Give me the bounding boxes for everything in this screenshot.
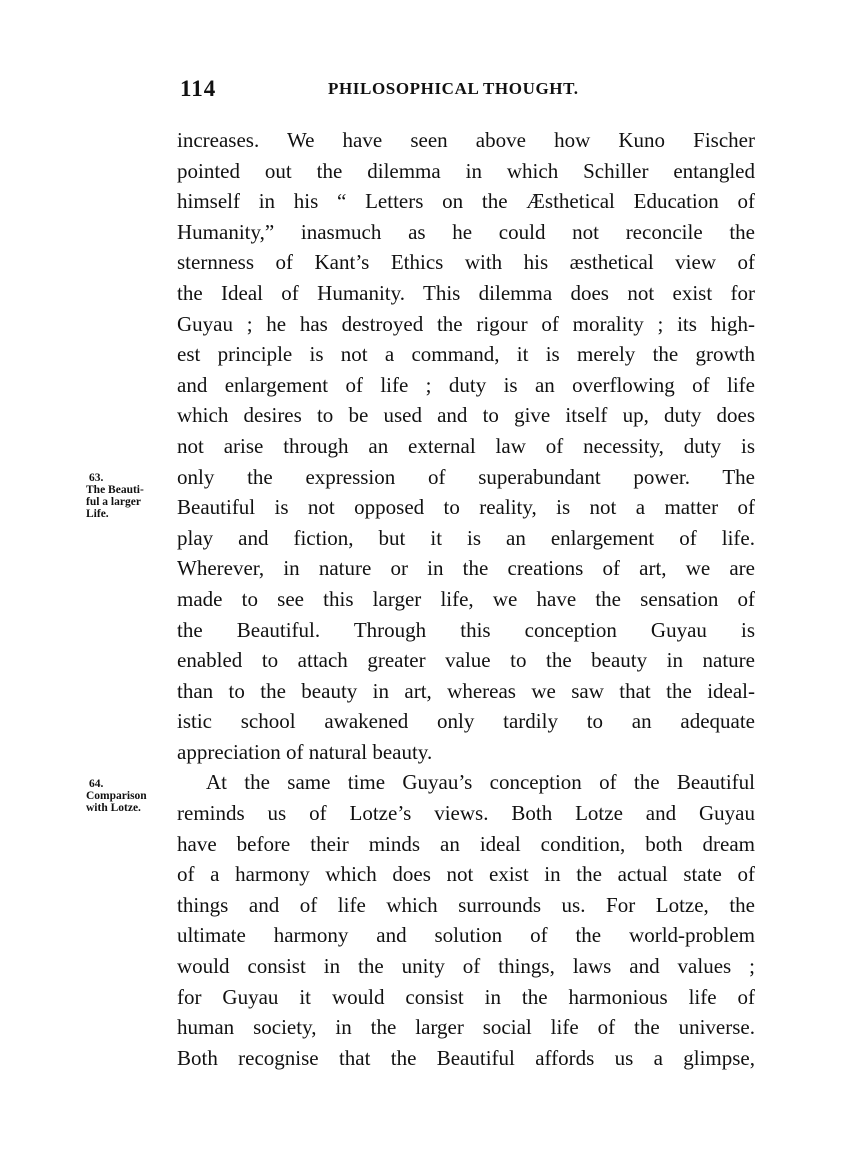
text-line: istic school awakened only tardily to an adequate xyxy=(177,709,755,734)
text-line: and enlargement of life ; duty is an overflowing of life xyxy=(177,372,755,397)
text-line: the Beautiful. Through this conception Guyau is xyxy=(177,617,755,642)
text-line: Humanity,” inasmuch as he could not reconcile the xyxy=(177,219,755,244)
text-line: pointed out the dilemma in which Schiller entangled xyxy=(177,158,755,183)
sidenote-text: The Beauti- ful a larger Life. xyxy=(86,484,144,520)
text-line: would consist in the unity of things, laws and values ; xyxy=(177,954,755,979)
text-line: made to see this larger life, we have the sensation of xyxy=(177,586,755,611)
text-line: est principle is not a command, it is merely the growth xyxy=(177,342,755,367)
sidenote-number: 63. xyxy=(89,472,104,484)
text-line: Both recognise that the Beautiful affords us a glimpse, xyxy=(177,1045,755,1070)
text-line: Guyau ; he has destroyed the rigour of morality ; its high- xyxy=(177,311,755,336)
sidenote-number: 64. xyxy=(89,778,104,790)
text-line: the Ideal of Humanity. This dilemma does not exist for xyxy=(177,280,755,305)
text-line: himself in his “ Letters on the Æsthetical Education of xyxy=(177,189,755,214)
text-line: increases. We have seen above how Kuno Fischer xyxy=(177,128,755,152)
sidenote-64 xyxy=(86,778,174,814)
page-number: 114 xyxy=(180,76,217,101)
text-line: than to the beauty in art, whereas we saw that the ideal- xyxy=(177,678,755,703)
text-line: Wherever, in nature or in the creations of art, we are xyxy=(177,556,755,581)
text-line: of a harmony which does not exist in the actual state of xyxy=(177,862,755,887)
text-line: play and fiction, but it is an enlargement of life. xyxy=(177,525,755,550)
running-title: PHILOSOPHICAL THOUGHT. xyxy=(328,79,579,98)
sidenote-text: Comparison with Lotze. xyxy=(86,790,147,814)
text-line: have before their minds an ideal condition, both dream xyxy=(177,831,755,856)
text-line: only the expression of superabundant power. The xyxy=(177,464,755,489)
text-line: sternness of Kant’s Ethics with his æsthetical view of xyxy=(177,250,755,275)
text-line: appreciation of natural beauty. xyxy=(177,739,433,764)
text-line: ultimate harmony and solution of the world-problem xyxy=(177,923,755,948)
text-line: reminds us of Lotze’s views. Both Lotze and Guyau xyxy=(177,801,755,826)
body-text xyxy=(177,125,755,1073)
sidenote-63 xyxy=(86,472,174,520)
text-line: Beautiful is not opposed to reality, is not a matter of xyxy=(177,495,755,520)
text-line: things and of life which surrounds us. For Lotze, the xyxy=(177,892,755,917)
page-header xyxy=(176,76,756,106)
text-line: human society, in the larger social life of the universe. xyxy=(177,1015,755,1040)
text-line: not arise through an external law of necessity, duty is xyxy=(177,433,755,458)
text-line: enabled to attach greater value to the beauty in nature xyxy=(177,648,755,673)
text-line: for Guyau it would consist in the harmonious life of xyxy=(177,984,755,1009)
text-line: At the same time Guyau’s conception of the Beautiful xyxy=(206,770,755,795)
text-line: which desires to be used and to give itself up, duty does xyxy=(177,403,755,428)
